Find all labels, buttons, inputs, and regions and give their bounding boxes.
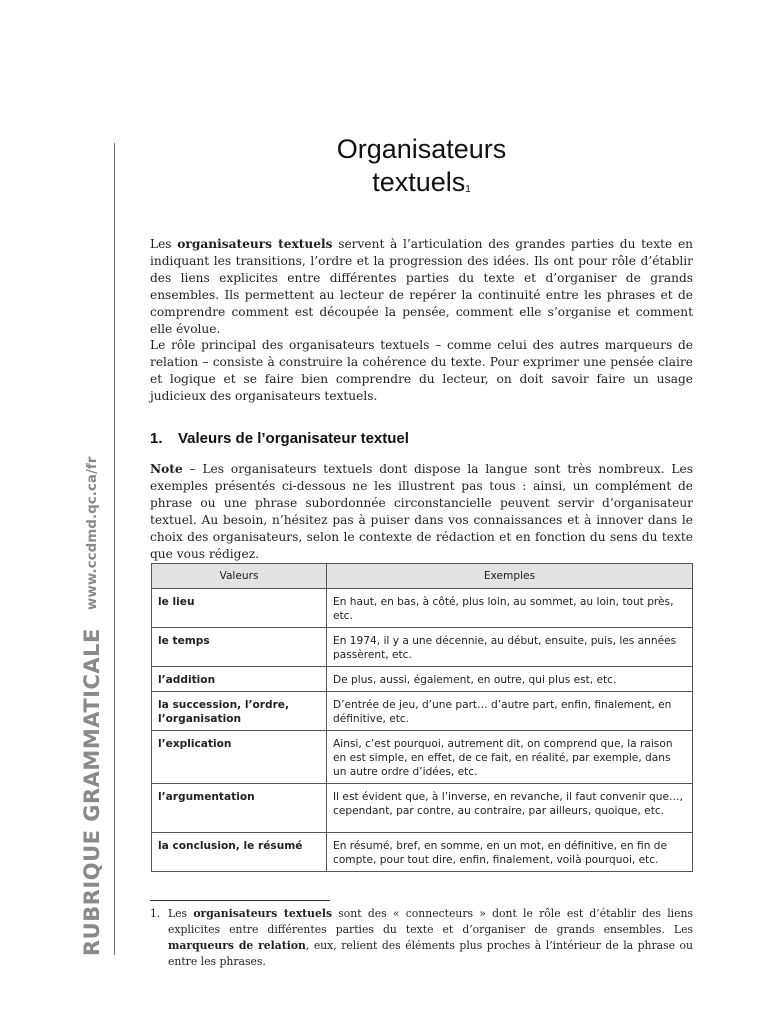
valeur-cell: le temps bbox=[152, 628, 327, 667]
p1-post: servent à l’articulation des grandes parties du texte en indiquant les transitions, l’ordre et la progression des idées. Ils ont pour rôle d’établir des liens explicites entre différentes parties du texte et d’organiser de grands ensembles. Ils permettent au lecteur de repérer la continuité entre les phrases et de comprendre comment est découpée la pensée, comment elle s’organise et comment elle évolue. bbox=[150, 237, 694, 336]
footnote bbox=[150, 906, 693, 970]
section-number: 1. bbox=[150, 430, 163, 447]
note-label: Note bbox=[150, 462, 183, 476]
values-table bbox=[151, 563, 693, 872]
note-text: – Les organisateurs textuels dont dispose la langue sont très nombreux. Les exemples présentés ci-dessous ne les illustrent pas tous : ainsi, un complément de phrase ou une phrase subordonnée circonstancielle peuvent servir d’organisateur textuel. Au besoin, n’hésitez pas à puiser dans vos connaissances et à innover dans le choix des organisateurs, selon le contexte de rédaction et en fonction du sens du texte que vous rédigez. bbox=[150, 462, 693, 561]
valeur-cell: la conclusion, le résumé bbox=[152, 833, 327, 872]
fn-term-2: marqueurs de relation bbox=[168, 939, 306, 952]
section-title: Valeurs de l’organisateur textuel bbox=[178, 430, 409, 447]
table-row bbox=[152, 667, 693, 692]
footnote-number: 1. bbox=[150, 907, 161, 920]
exemples-cell: Ainsi, c’est pourquoi, autrement dit, on comprend que, la raison en est simple, en effet, de ce fait, en réalité, par exemple, dans un autre ordre d’idées, etc. bbox=[327, 731, 693, 784]
footnote-body bbox=[150, 906, 693, 970]
rubrique-label: RUBRIQUE GRAMMATICALE bbox=[80, 628, 104, 956]
table-row bbox=[152, 628, 693, 667]
intro-paragraph-2: Le rôle principal des organisateurs textuels – comme celui des autres marqueurs de relation – consiste à construire la cohérence du texte. Pour exprimer une pensée claire et logique et se faire bien comprendre du lecteur, on doit savoir faire un usage judicieux des organisateurs textuels. bbox=[150, 338, 693, 403]
site-url[interactable]: www.ccdmd.qc.ca/fr bbox=[84, 456, 100, 611]
footnote-ref[interactable]: 1 bbox=[465, 184, 471, 195]
title-word: textuels bbox=[372, 167, 466, 197]
table-row bbox=[152, 589, 693, 628]
table-row bbox=[152, 784, 693, 833]
table-header-row bbox=[152, 564, 693, 589]
table-row bbox=[152, 692, 693, 731]
intro-paragraph-1 bbox=[150, 236, 693, 338]
title-line-1: Organisateurs bbox=[336, 134, 507, 164]
valeur-cell: le lieu bbox=[152, 589, 327, 628]
header-exemples: Exemples bbox=[327, 564, 693, 589]
exemples-cell: De plus, aussi, également, en outre, qui plus est, etc. bbox=[327, 667, 693, 692]
fn-pre: Les bbox=[168, 907, 194, 920]
valeur-cell: l’explication bbox=[152, 731, 327, 784]
exemples-cell: Il est évident que, à l’inverse, en revanche, il faut convenir que…, cependant, par contre, au contraire, par ailleurs, quoique, etc. bbox=[327, 784, 693, 833]
exemples-cell: D’entrée de jeu, d’une part… d’autre part, enfin, finalement, en définitive, etc. bbox=[327, 692, 693, 731]
valeur-cell: la succession, l’ordre, l’organisation bbox=[152, 692, 327, 731]
exemples-cell: En résumé, bref, en somme, en un mot, en définitive, en fin de compte, pour tout dire, enfin, finalement, voilà pourquoi, etc. bbox=[327, 833, 693, 872]
table-row bbox=[152, 833, 693, 872]
header-valeurs: Valeurs bbox=[152, 564, 327, 589]
valeur-cell: l’argumentation bbox=[152, 784, 327, 833]
fn-post: , eux, relient des éléments plus proches à l’intérieur de la phrase ou entre les phrases. bbox=[168, 939, 693, 968]
sidebar-divider bbox=[114, 143, 115, 955]
sidebar-label bbox=[80, 456, 104, 956]
section-heading bbox=[150, 430, 409, 447]
fn-term-1: organisateurs textuels bbox=[193, 907, 333, 920]
title-line-2 bbox=[150, 166, 693, 198]
footnote-divider bbox=[150, 900, 330, 901]
note-paragraph bbox=[150, 461, 693, 563]
p1-term: organisateurs textuels bbox=[177, 237, 333, 251]
p1-pre: Les bbox=[150, 237, 178, 251]
exemples-cell: En 1974, il y a une décennie, au début, ensuite, puis, les années passèrent, etc. bbox=[327, 628, 693, 667]
exemples-cell: En haut, en bas, à côté, plus loin, au sommet, au loin, tout près, etc. bbox=[327, 589, 693, 628]
valeur-cell: l’addition bbox=[152, 667, 327, 692]
table-row bbox=[152, 731, 693, 784]
fn-mid: sont des « connecteurs » dont le rôle est d’établir des liens explicites entre différentes parties du texte et d’organiser de grands ensembles. Les bbox=[168, 907, 693, 936]
